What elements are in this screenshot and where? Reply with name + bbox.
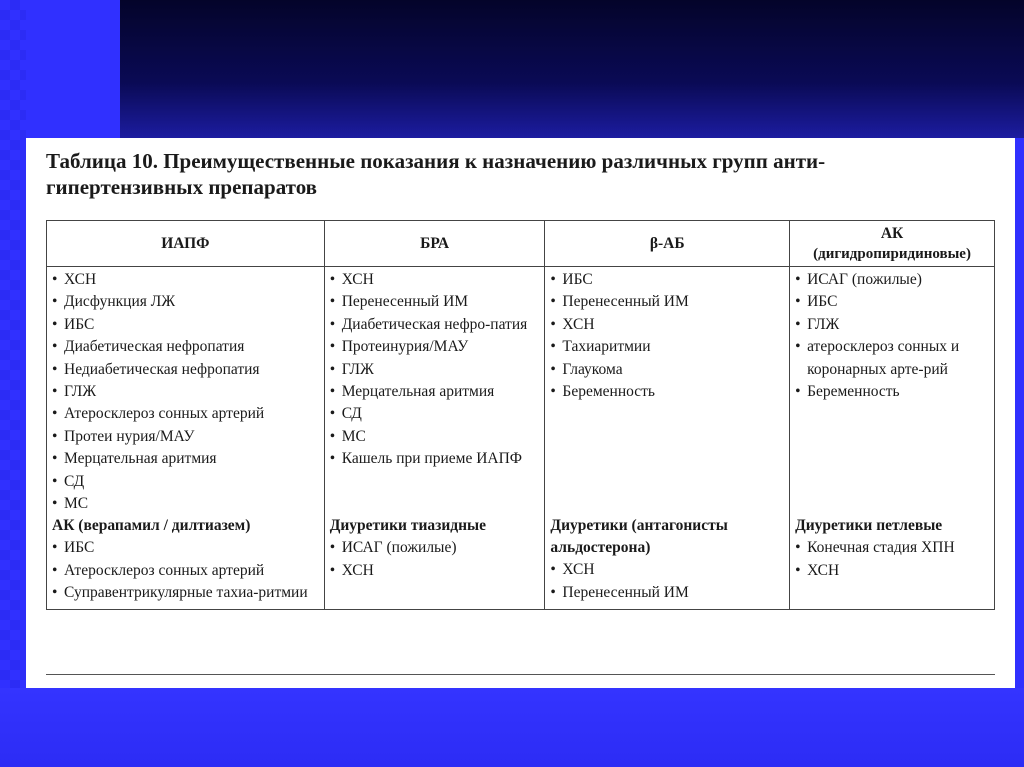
header-ak-dhp: [790, 221, 995, 267]
group-heading-1: АК (верапамил / дилтиазем): [52, 517, 251, 535]
list-lower-2: [330, 537, 540, 582]
document-card: [26, 138, 1015, 688]
slide-bottom-bar: [0, 688, 1024, 767]
list-item: • ХСН: [795, 560, 989, 582]
list-upper-3: [550, 269, 784, 403]
list-item: • ХСН: [330, 269, 540, 291]
list-lower-3: [550, 559, 784, 604]
header-ak-dhp-line-2: (дигидропиридиновые): [813, 245, 971, 262]
indications-table: [46, 220, 995, 610]
list-item: • ХСН: [330, 560, 540, 582]
list-item: • Конечная стадия ХПН: [795, 537, 989, 559]
list-item: • Мерцательная аритмия: [330, 381, 540, 403]
list-item: • Беременность: [550, 381, 784, 403]
cell-upper-3: [545, 267, 790, 516]
list-item: • Недиабетическая нефропатия: [52, 359, 319, 381]
list-item: • СД: [330, 403, 540, 425]
list-item: • атеросклероз сонных и коронарных арте-рий: [795, 336, 989, 381]
table-title: [46, 148, 1001, 200]
list-item: • Тахиаритмии: [550, 336, 784, 358]
list-item: • ГЛЖ: [330, 359, 540, 381]
list-item: • МС: [52, 493, 319, 515]
table-header-row: [47, 221, 995, 267]
header-beta-ab: β-АБ: [545, 221, 790, 267]
list-item: • МС: [330, 426, 540, 448]
list-item: • Диабетическая нефропатия: [52, 336, 319, 358]
list-item: • ИСАГ (пожилые): [795, 269, 989, 291]
list-item: • СД: [52, 471, 319, 493]
group-heading-3: Диуретики (антагонисты альдостерона): [550, 517, 728, 557]
slide-checker-decoration: [0, 0, 26, 767]
slide-header-panel: [120, 0, 1024, 138]
list-upper-4: [795, 269, 989, 403]
list-upper-2: [330, 269, 540, 471]
group-heading-4: Диуретики петлевые: [795, 517, 943, 535]
cell-lower-2: [324, 515, 545, 609]
list-item: • ХСН: [52, 269, 319, 291]
list-item: • Атеросклероз сонных артерий: [52, 403, 319, 425]
header-iapf: ИАПФ: [47, 221, 325, 267]
header-bra: БРА: [324, 221, 545, 267]
cell-upper-4: [790, 267, 995, 516]
list-item: • ИБС: [795, 291, 989, 313]
list-item: • Суправентрикулярные тахиа-ритмии: [52, 582, 319, 604]
cell-upper-2: [324, 267, 545, 516]
group-heading-2: Диуретики тиазидные: [329, 517, 487, 535]
cell-upper-1: [47, 267, 325, 516]
list-item: • ИСАГ (пожилые): [330, 537, 540, 559]
cell-lower-3: [545, 515, 790, 609]
table-title-line-1: Таблица 10. Преимущественные показания к назначению различных групп анти-: [46, 149, 826, 173]
list-item: • Перенесенный ИМ: [330, 291, 540, 313]
list-item: • Беременность: [795, 381, 989, 403]
header-ak-dhp-line-1: АК: [880, 224, 904, 242]
list-lower-1: [52, 537, 319, 604]
table-row-lower: [47, 515, 995, 609]
cell-lower-1: [47, 515, 325, 609]
list-item: • Диабетическая нефро-патия: [330, 314, 540, 336]
list-item: • Протеи нурия/МАУ: [52, 426, 319, 448]
list-item: • ХСН: [550, 559, 784, 581]
list-item: • Кашель при приеме ИАПФ: [330, 448, 540, 470]
list-upper-1: [52, 269, 319, 515]
list-item: • Дисфункция ЛЖ: [52, 291, 319, 313]
cell-lower-4: [790, 515, 995, 609]
list-item: • Глаукома: [550, 359, 784, 381]
list-item: • ИБС: [52, 314, 319, 336]
list-item: • Перенесенный ИМ: [550, 582, 784, 604]
list-item: • ГЛЖ: [52, 381, 319, 403]
list-item: • ГЛЖ: [795, 314, 989, 336]
list-item: • ХСН: [550, 314, 784, 336]
list-item: • Атеросклероз сонных артерий: [52, 560, 319, 582]
list-item: • Перенесенный ИМ: [550, 291, 784, 313]
list-item: • Мерцательная аритмия: [52, 448, 319, 470]
bottom-rule: [46, 674, 995, 675]
table-title-line-2: гипертензивных препаратов: [46, 175, 318, 199]
list-item: • ИБС: [52, 537, 319, 559]
table-row-upper: [47, 267, 995, 516]
list-item: • ИБС: [550, 269, 784, 291]
list-item: • Протеинурия/МАУ: [330, 336, 540, 358]
list-lower-4: [795, 537, 989, 582]
